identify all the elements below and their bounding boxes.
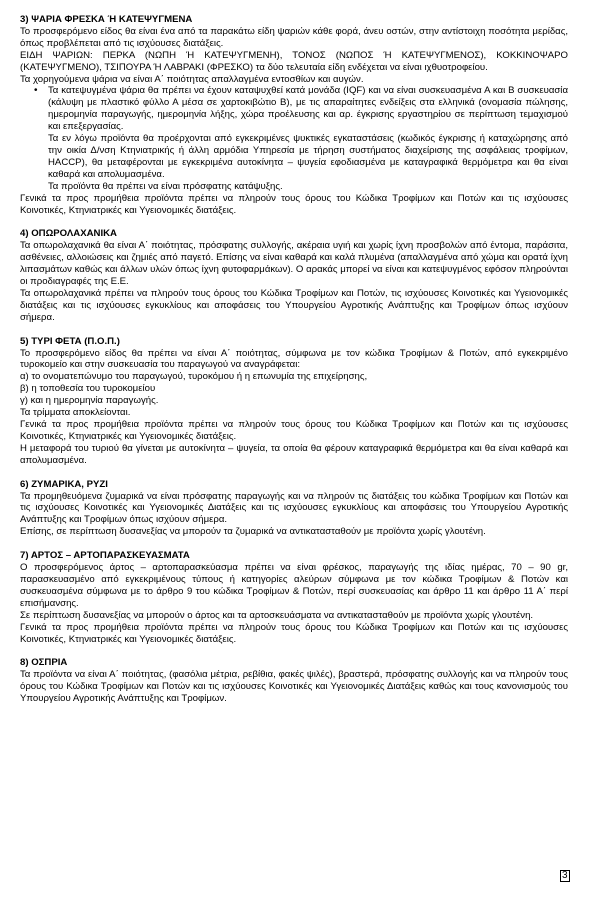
paragraph: Ο προσφερόμενος άρτος – αρτοπαρασκεύασμα πρέπει να είναι φρέσκος, παραγωγής της ιδίας ημέρας, 70 – 90 gr, παρασκευασμένο από εγκεκριμένους τύπους ή κατηγορίες αλεύρων σύμφωνα με τον κώδικα Τροφίμων & Ποτών και συσκευασμένα σύμφωνα με το άρθρο 9 του κώδικα Τροφίμων & Ποτών, περί συσκευασίας και άρθρο 11 και άρθρο 11 Α΄ περί επισήμανσης. (20, 562, 568, 609)
section-title: 7) ΑΡΤΟΣ – ΑΡΤΟΠΑΡΑΣΚΕΥΑΣΜΑΤΑ (20, 550, 190, 562)
section (20, 14, 568, 216)
paragraph: Τα προϊόντα να είναι Α΄ ποιότητας, (φασόλια μέτρια, ρεβίθια, φακές ψιλές), βραστερά, πρόσφατης συλλογής και να πληρούν τους όρους του Κώδικα Τροφίμων και Ποτών και τις ισχύουσες Κοινοτικές και Υγειονομικές Διατάξεις καθώς και τους κανονισμούς του Υπουργείου Αγροτικής Ανάπτυξης και Τροφίμων. (20, 669, 568, 705)
paragraph: Τα οπωρολαχανικά θα είναι Α΄ ποιότητας, πρόσφατης συλλογής, ακέραια υγιή και χωρίς ίχνη προσβολών από έντομα, παράσιτα, ασθένειες, αλλοιώσεις και ζημιές από παγετό. Επίσης να είναι καθαρά και καλά πλυμένα (απαλλαγμένα από χώμα και ορατά ίχνη λιπασμάτων καθώς και άλλων υλών όπως ίχνη φυτοφαρμάκων). Ο αρακάς μπορεί να είναι και κατεψυγμένος εφόσον πληρούνται οι προδιαγραφές της Ε.Ε. (20, 240, 568, 288)
paragraph: α) το ονοματεπώνυμο του παραγωγού, τυροκόμου ή η επωνυμία της επιχείρησης, (20, 371, 368, 383)
bullet-list (20, 85, 568, 192)
paragraph: Γενικά τα προς προμήθεια προϊόντα πρέπει να πληρούν τους όρους του Κώδικα Τροφίμων και Ποτών και τις ισχύουσες Κοινοτικές, Κτηνιατρικές και Υγειονομικές διατάξεις. (20, 192, 568, 216)
section (20, 228, 568, 323)
paragraph: Το προσφερόμενο είδος θα πρέπει να είναι Α΄ ποιότητας, σύμφωνα με τον κώδικα Τροφίμων & Ποτών, από εγκεκριμένο τυροκομείο και στην συσκευασία του παραγωγού να αναγράφεται: (20, 347, 568, 371)
paragraph: Τα οπωρολαχανικά πρέπει να πληρούν τους όρους του Κώδικα Τροφίμων και Ποτών, τις ισχύουσες Κοινοτικές και Υγειονομικές διατάξεις και τις ισχύουσες εγκυκλίους και αποφάσεις του Υπουργείου Αγροτικής Ανάπτυξης και Τροφίμων όπως ισχύουν σήμερα. (20, 287, 568, 323)
paragraph: Γενικά τα προς προμήθεια προϊόντα πρέπει να πληρούν τους όρους του Κώδικα Τροφίμων και Ποτών και τις ισχύουσες Κοινοτικές, Κτηνιατρικές και Υγειονομικές διατάξεις. (20, 419, 568, 442)
paragraph: Τα τρίμματα αποκλείονται. (20, 407, 131, 419)
section-title: 6) ΖΥΜΑΡΙΚΑ, ΡΥΖΙ (20, 478, 108, 490)
document-page (20, 14, 568, 717)
section-title: 8) ΟΣΠΡΙΑ (20, 657, 68, 669)
bullet-item: Τα προϊόντα θα πρέπει να είναι πρόσφατης κατάψυξης. (48, 180, 283, 192)
section-title: 4) ΟΠΩΡΟΛΑΧΑΝΙΚΑ (20, 228, 117, 240)
paragraph: ΕΙΔΗ ΨΑΡΙΩΝ: ΠΕΡΚΑ (ΝΩΠΗ Ή ΚΑΤΕΨΥΓΜΕΝΗ), ΤΟΝΟΣ (ΝΩΠΟΣ Ή ΚΑΤΕΨΥΓΜΕΝΟΣ), ΚΟΚΚΙΝΟΨΑΡΟ (ΚΑΤΕΨΥΓΜΕΝΟ), ΤΣΙΠΟΥΡΑ Ή ΛΑΒΡΑΚΙ (ΦΡΕΣΚΟ) τα δύο τελευταία είδη ενδέχεται να είναι ιχθυοτροφείου. (20, 49, 568, 73)
section (20, 657, 568, 705)
paragraph: Σε περίπτωση δυσανεξίας να μπορούν ο άρτος και τα αρτοσκευάσματα να αντικατασταθούν με προϊόντα χωρίς γλουτένη. (20, 609, 534, 621)
section (20, 479, 568, 539)
page-number: 3 (562, 870, 568, 881)
bullet-item: Τα εν λόγω προϊόντα θα προέρχονται από εγκεκριμένες ψυκτικές εγκαταστάσεις (κωδικός έγκρισης ή καταχώρησης από την οικία Δ/νση Κτηνιατρικής ή άλλη αρμόδια Υπηρεσία με τήρηση συστήματος διαχείρισης της ασφάλειας τροφίμων, HACCP), θα μεταφέρονται με εγκεκριμένα αυτοκίνητα – ψυγεία εφοδιασμένα με καταγραφικά θερμόμετρα και θα είναι καθαρά και απολυμασμένα. (48, 133, 568, 180)
section (20, 336, 568, 467)
paragraph: Τα χορηγούμενα ψάρια να είναι Α΄ ποιότητας απαλλαγμένα εντοσθίων και αυγών. (20, 73, 364, 85)
section-title: 5) ΤΥΡΙ ΦΕΤΑ (Π.Ο.Π.) (20, 335, 120, 347)
paragraph: β) η τοποθεσία του τυροκομείου (20, 383, 156, 395)
bullet-item: • Τα κατεψυγμένα ψάρια θα πρέπει να έχουν καταψυχθεί κατά μονάδα (IQF) και να είναι συσκευασμένα Α και Β συσκευασία (κάλυψη με πλαστικό φύλλο Α μέσα σε χαρτοκιβώτιο Β), με τις απαραίτητες ενδείξεις στα ελληνικά (ονομασία πώλησης, ημερομηνία παραγωγής, ημερομηνία λήξης, χώρα προέλευσης και αρ. έγκρισης εργαστηρίου σε περίπτωση τεμαχισμού και επεξεργασίας. (48, 85, 568, 133)
paragraph: Επίσης, σε περίπτωση δυσανεξίας να μπορούν τα ζυμαρικά να αντικατασταθούν με προϊόντα χωρίς γλουτένη. (20, 526, 486, 538)
section-title: 3) ΨΑΡΙΑ ΦΡΕΣΚΑ Ή ΚΑΤΕΨΥΓΜΕΝΑ (20, 14, 193, 25)
sections-container (20, 14, 568, 705)
paragraph: Το προσφερόμενο είδος θα είναι ένα από τα παρακάτω είδη ψαριών κάθε φορά, άνευ οστών, στην αντίστοιχη ποσότητα μερίδας, όπως προβλέπεται από τις ισχύουσες διατάξεις. (20, 25, 568, 49)
section (20, 550, 568, 645)
paragraph: γ) και η ημερομηνία παραγωγής. (20, 395, 159, 407)
paragraph: Γενικά τα προς προμήθεια προϊόντα πρέπει να πληρούν τους όρους του Κώδικα Τροφίμων και Ποτών και τις ισχύουσες Κοινοτικές, Κτηνιατρικές και Υγειονομικές διατάξεις. (20, 621, 568, 645)
paragraph: Τα προμηθευόμενα ζυμαρικά να είναι πρόσφατης παραγωγής και να πληρούν τις διατάξεις του κώδικα Τροφίμων και Ποτών και τις ισχύουσες Κοινοτικές και Υγειονομικές Διατάξεις και τις ισχύουσες εγκυκλίους και αποφάσεις του Υπουργείου Αγροτικής Ανάπτυξης και Τροφίμων όπως ισχύουν σήμερα. (20, 490, 568, 526)
paragraph: Η μεταφορά του τυριού θα γίνεται με αυτοκίνητα – ψυγεία, τα οποία θα φέρουν καταγραφικά θερμόμετρα και θα είναι καθαρά και απολυμασμένα. (20, 442, 568, 466)
